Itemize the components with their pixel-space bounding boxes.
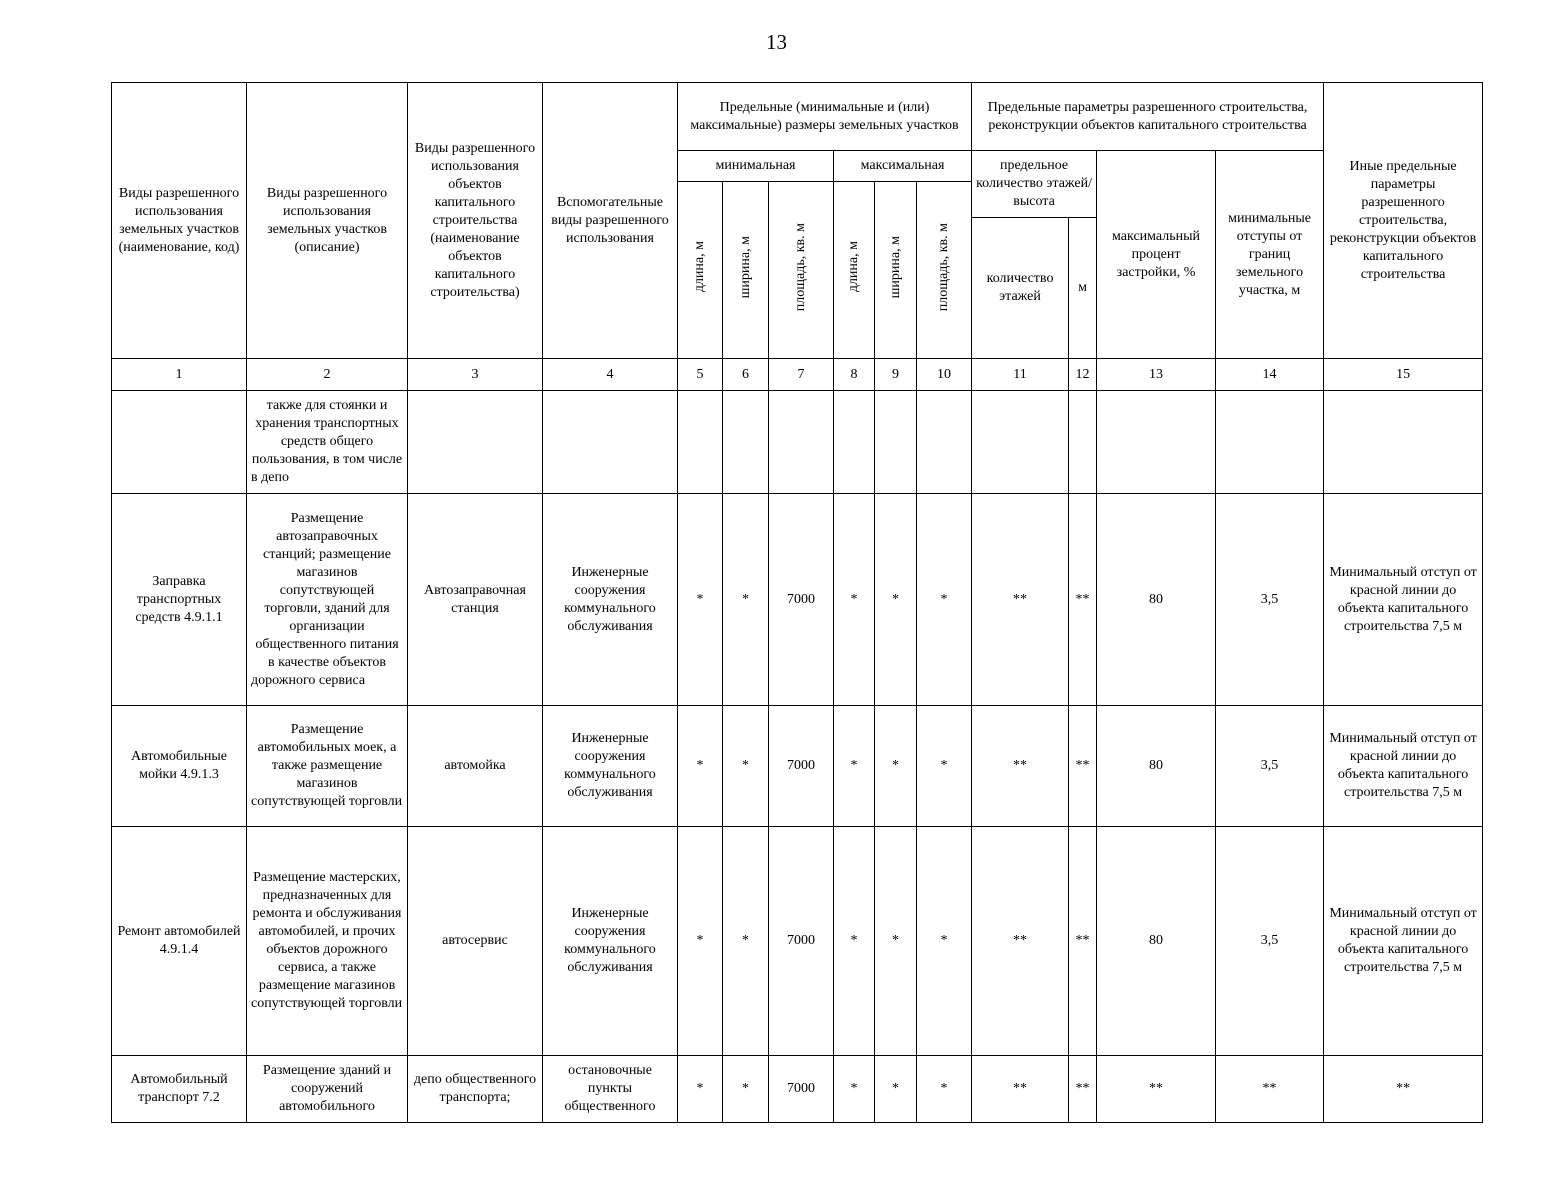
page-number: 13 xyxy=(766,30,787,54)
cell-max-length xyxy=(834,391,875,494)
cell-height xyxy=(1069,391,1097,494)
cell-floors: ** xyxy=(972,1056,1069,1123)
cell-min-length: * xyxy=(678,706,723,827)
cell-min-area: 7000 xyxy=(769,706,834,827)
cell-other-params: Минимальный отступ от красной линии до объекта капитального строительства 7,5 м xyxy=(1324,827,1483,1056)
cell-min-length xyxy=(678,391,723,494)
column-number: 12 xyxy=(1069,359,1097,391)
header-min-width-label: ширина, м xyxy=(737,235,753,299)
header-min-length xyxy=(678,182,723,359)
cell-other-params: Минимальный отступ от красной линии до объекта капитального строительства 7,5 м xyxy=(1324,494,1483,706)
cell-land-use-name: Заправка транспортных средств 4.9.1.1 xyxy=(112,494,247,706)
column-number: 5 xyxy=(678,359,723,391)
cell-max-width: * xyxy=(875,827,917,1056)
column-number: 6 xyxy=(723,359,769,391)
table-row xyxy=(112,706,1483,827)
cell-min-setback: 3,5 xyxy=(1216,706,1324,827)
header-construction-params: Предельные параметры разрешенного строительства, реконструкции объектов капитального строительства xyxy=(972,83,1324,151)
header-plot-sizes: Предельные (минимальные и (или) максимальные) размеры земельных участков xyxy=(678,83,972,151)
cell-min-length: * xyxy=(678,827,723,1056)
cell-land-use-description: Размещение зданий и сооружений автомобильного xyxy=(247,1056,408,1123)
cell-other-params xyxy=(1324,391,1483,494)
column-number: 4 xyxy=(543,359,678,391)
cell-min-width xyxy=(723,391,769,494)
cell-min-width: * xyxy=(723,494,769,706)
column-number: 14 xyxy=(1216,359,1324,391)
header-maximal: максимальная xyxy=(834,151,972,182)
cell-min-area: 7000 xyxy=(769,1056,834,1123)
header-max-area xyxy=(917,182,972,359)
table-row xyxy=(112,494,1483,706)
cell-max-width: * xyxy=(875,706,917,827)
table-row xyxy=(112,1056,1483,1123)
header-max-width xyxy=(875,182,917,359)
cell-min-setback: 3,5 xyxy=(1216,827,1324,1056)
cell-other-params: Минимальный отступ от красной линии до объекта капитального строительства 7,5 м xyxy=(1324,706,1483,827)
column-number: 15 xyxy=(1324,359,1483,391)
header-min-area xyxy=(769,182,834,359)
header-auxiliary-use: Вспомогательные виды разрешенного использования xyxy=(543,83,678,359)
column-number: 13 xyxy=(1097,359,1216,391)
cell-land-use-name xyxy=(112,391,247,494)
column-number: 7 xyxy=(769,359,834,391)
header-min-length-label: длина, м xyxy=(692,241,707,293)
cell-max-width: * xyxy=(875,1056,917,1123)
header-min-area-label: площадь, кв. м xyxy=(793,222,808,312)
cell-max-percent: 80 xyxy=(1097,494,1216,706)
cell-floors: ** xyxy=(972,494,1069,706)
cell-floors: ** xyxy=(972,706,1069,827)
header-row xyxy=(112,83,1483,151)
cell-auxiliary-use xyxy=(543,391,678,494)
column-number: 3 xyxy=(408,359,543,391)
cell-auxiliary-use: Инженерные сооружения коммунального обслуживания xyxy=(543,706,678,827)
header-floors-height: предельное количество этажей/высота xyxy=(972,151,1097,218)
cell-max-percent: ** xyxy=(1097,1056,1216,1123)
column-number: 10 xyxy=(917,359,972,391)
cell-height: ** xyxy=(1069,494,1097,706)
cell-construction-use: автосервис xyxy=(408,827,543,1056)
cell-max-percent xyxy=(1097,391,1216,494)
cell-max-percent: 80 xyxy=(1097,827,1216,1056)
column-number: 9 xyxy=(875,359,917,391)
table-row xyxy=(112,827,1483,1056)
cell-min-length: * xyxy=(678,1056,723,1123)
cell-land-use-name: Автомобильные мойки 4.9.1.3 xyxy=(112,706,247,827)
cell-min-area: 7000 xyxy=(769,494,834,706)
header-meters: м xyxy=(1069,218,1097,359)
cell-min-setback: 3,5 xyxy=(1216,494,1324,706)
header-max-width-label: ширина, м xyxy=(887,235,903,299)
cell-height: ** xyxy=(1069,1056,1097,1123)
cell-land-use-description: Размещение автомобильных моек, а также размещение магазинов сопутствующей торговли xyxy=(247,706,408,827)
land-use-regulations-table xyxy=(111,82,1483,1123)
cell-auxiliary-use: Инженерные сооружения коммунального обслуживания xyxy=(543,827,678,1056)
cell-min-width: * xyxy=(723,827,769,1056)
cell-other-params: ** xyxy=(1324,1056,1483,1123)
cell-auxiliary-use: Инженерные сооружения коммунального обслуживания xyxy=(543,494,678,706)
column-number: 2 xyxy=(247,359,408,391)
table-row xyxy=(112,391,1483,494)
cell-floors: ** xyxy=(972,827,1069,1056)
cell-max-area: * xyxy=(917,1056,972,1123)
cell-max-length: * xyxy=(834,706,875,827)
cell-min-width: * xyxy=(723,706,769,827)
cell-min-setback xyxy=(1216,391,1324,494)
column-number: 8 xyxy=(834,359,875,391)
cell-max-area: * xyxy=(917,494,972,706)
header-construction-use: Виды разрешенного использования объектов капитального строительства (наименование объектов капитального строительства) xyxy=(408,83,543,359)
cell-max-width: * xyxy=(875,494,917,706)
header-minimal: минимальная xyxy=(678,151,834,182)
cell-max-length: * xyxy=(834,827,875,1056)
cell-floors xyxy=(972,391,1069,494)
cell-height: ** xyxy=(1069,827,1097,1056)
column-number: 11 xyxy=(972,359,1069,391)
header-min-setback: минимальные отступы от границ земельного участка, м xyxy=(1216,151,1324,359)
header-max-percent: максимальный процент застройки, % xyxy=(1097,151,1216,359)
cell-construction-use: автомойка xyxy=(408,706,543,827)
cell-land-use-description: также для стоянки и хранения транспортных средств общего пользования, в том числе в депо xyxy=(247,391,408,494)
cell-min-width: * xyxy=(723,1056,769,1123)
cell-max-area: * xyxy=(917,827,972,1056)
cell-min-area xyxy=(769,391,834,494)
cell-max-length: * xyxy=(834,494,875,706)
header-max-length-label: длина, м xyxy=(846,241,861,293)
cell-max-width xyxy=(875,391,917,494)
cell-construction-use xyxy=(408,391,543,494)
cell-auxiliary-use: остановочные пункты общественного xyxy=(543,1056,678,1123)
column-number-row xyxy=(112,359,1483,391)
cell-height: ** xyxy=(1069,706,1097,827)
cell-max-area: * xyxy=(917,706,972,827)
cell-land-use-name: Автомобильный транспорт 7.2 xyxy=(112,1056,247,1123)
cell-min-length: * xyxy=(678,494,723,706)
cell-min-area: 7000 xyxy=(769,827,834,1056)
column-number: 1 xyxy=(112,359,247,391)
cell-construction-use: депо общественного транспорта; xyxy=(408,1056,543,1123)
header-other-params: Иные предельные параметры разрешенного строительства, реконструкции объектов капитального строительства xyxy=(1324,83,1483,359)
cell-max-percent: 80 xyxy=(1097,706,1216,827)
cell-max-area xyxy=(917,391,972,494)
cell-construction-use: Автозаправочная станция xyxy=(408,494,543,706)
cell-max-length: * xyxy=(834,1056,875,1123)
header-min-width xyxy=(723,182,769,359)
header-max-area-label: площадь, кв. м xyxy=(936,222,952,312)
cell-land-use-description: Размещение мастерских, предназначенных для ремонта и обслуживания автомобилей, и прочих объектов дорожного сервиса, а также размещение магазинов сопутствующей торговли xyxy=(247,827,408,1056)
cell-land-use-description: Размещение автозаправочных станций; размещение магазинов сопутствующей торговли, зданий для организации общественного питания в качестве объектов дорожного сервиса xyxy=(247,494,408,706)
cell-land-use-name: Ремонт автомобилей 4.9.1.4 xyxy=(112,827,247,1056)
header-max-length xyxy=(834,182,875,359)
header-floors-count: количество этажей xyxy=(972,218,1069,359)
header-land-use-name: Виды разрешенного использования земельных участков (наименование, код) xyxy=(112,83,247,359)
header-land-use-description: Виды разрешенного использования земельных участков (описание) xyxy=(247,83,408,359)
cell-min-setback: ** xyxy=(1216,1056,1324,1123)
